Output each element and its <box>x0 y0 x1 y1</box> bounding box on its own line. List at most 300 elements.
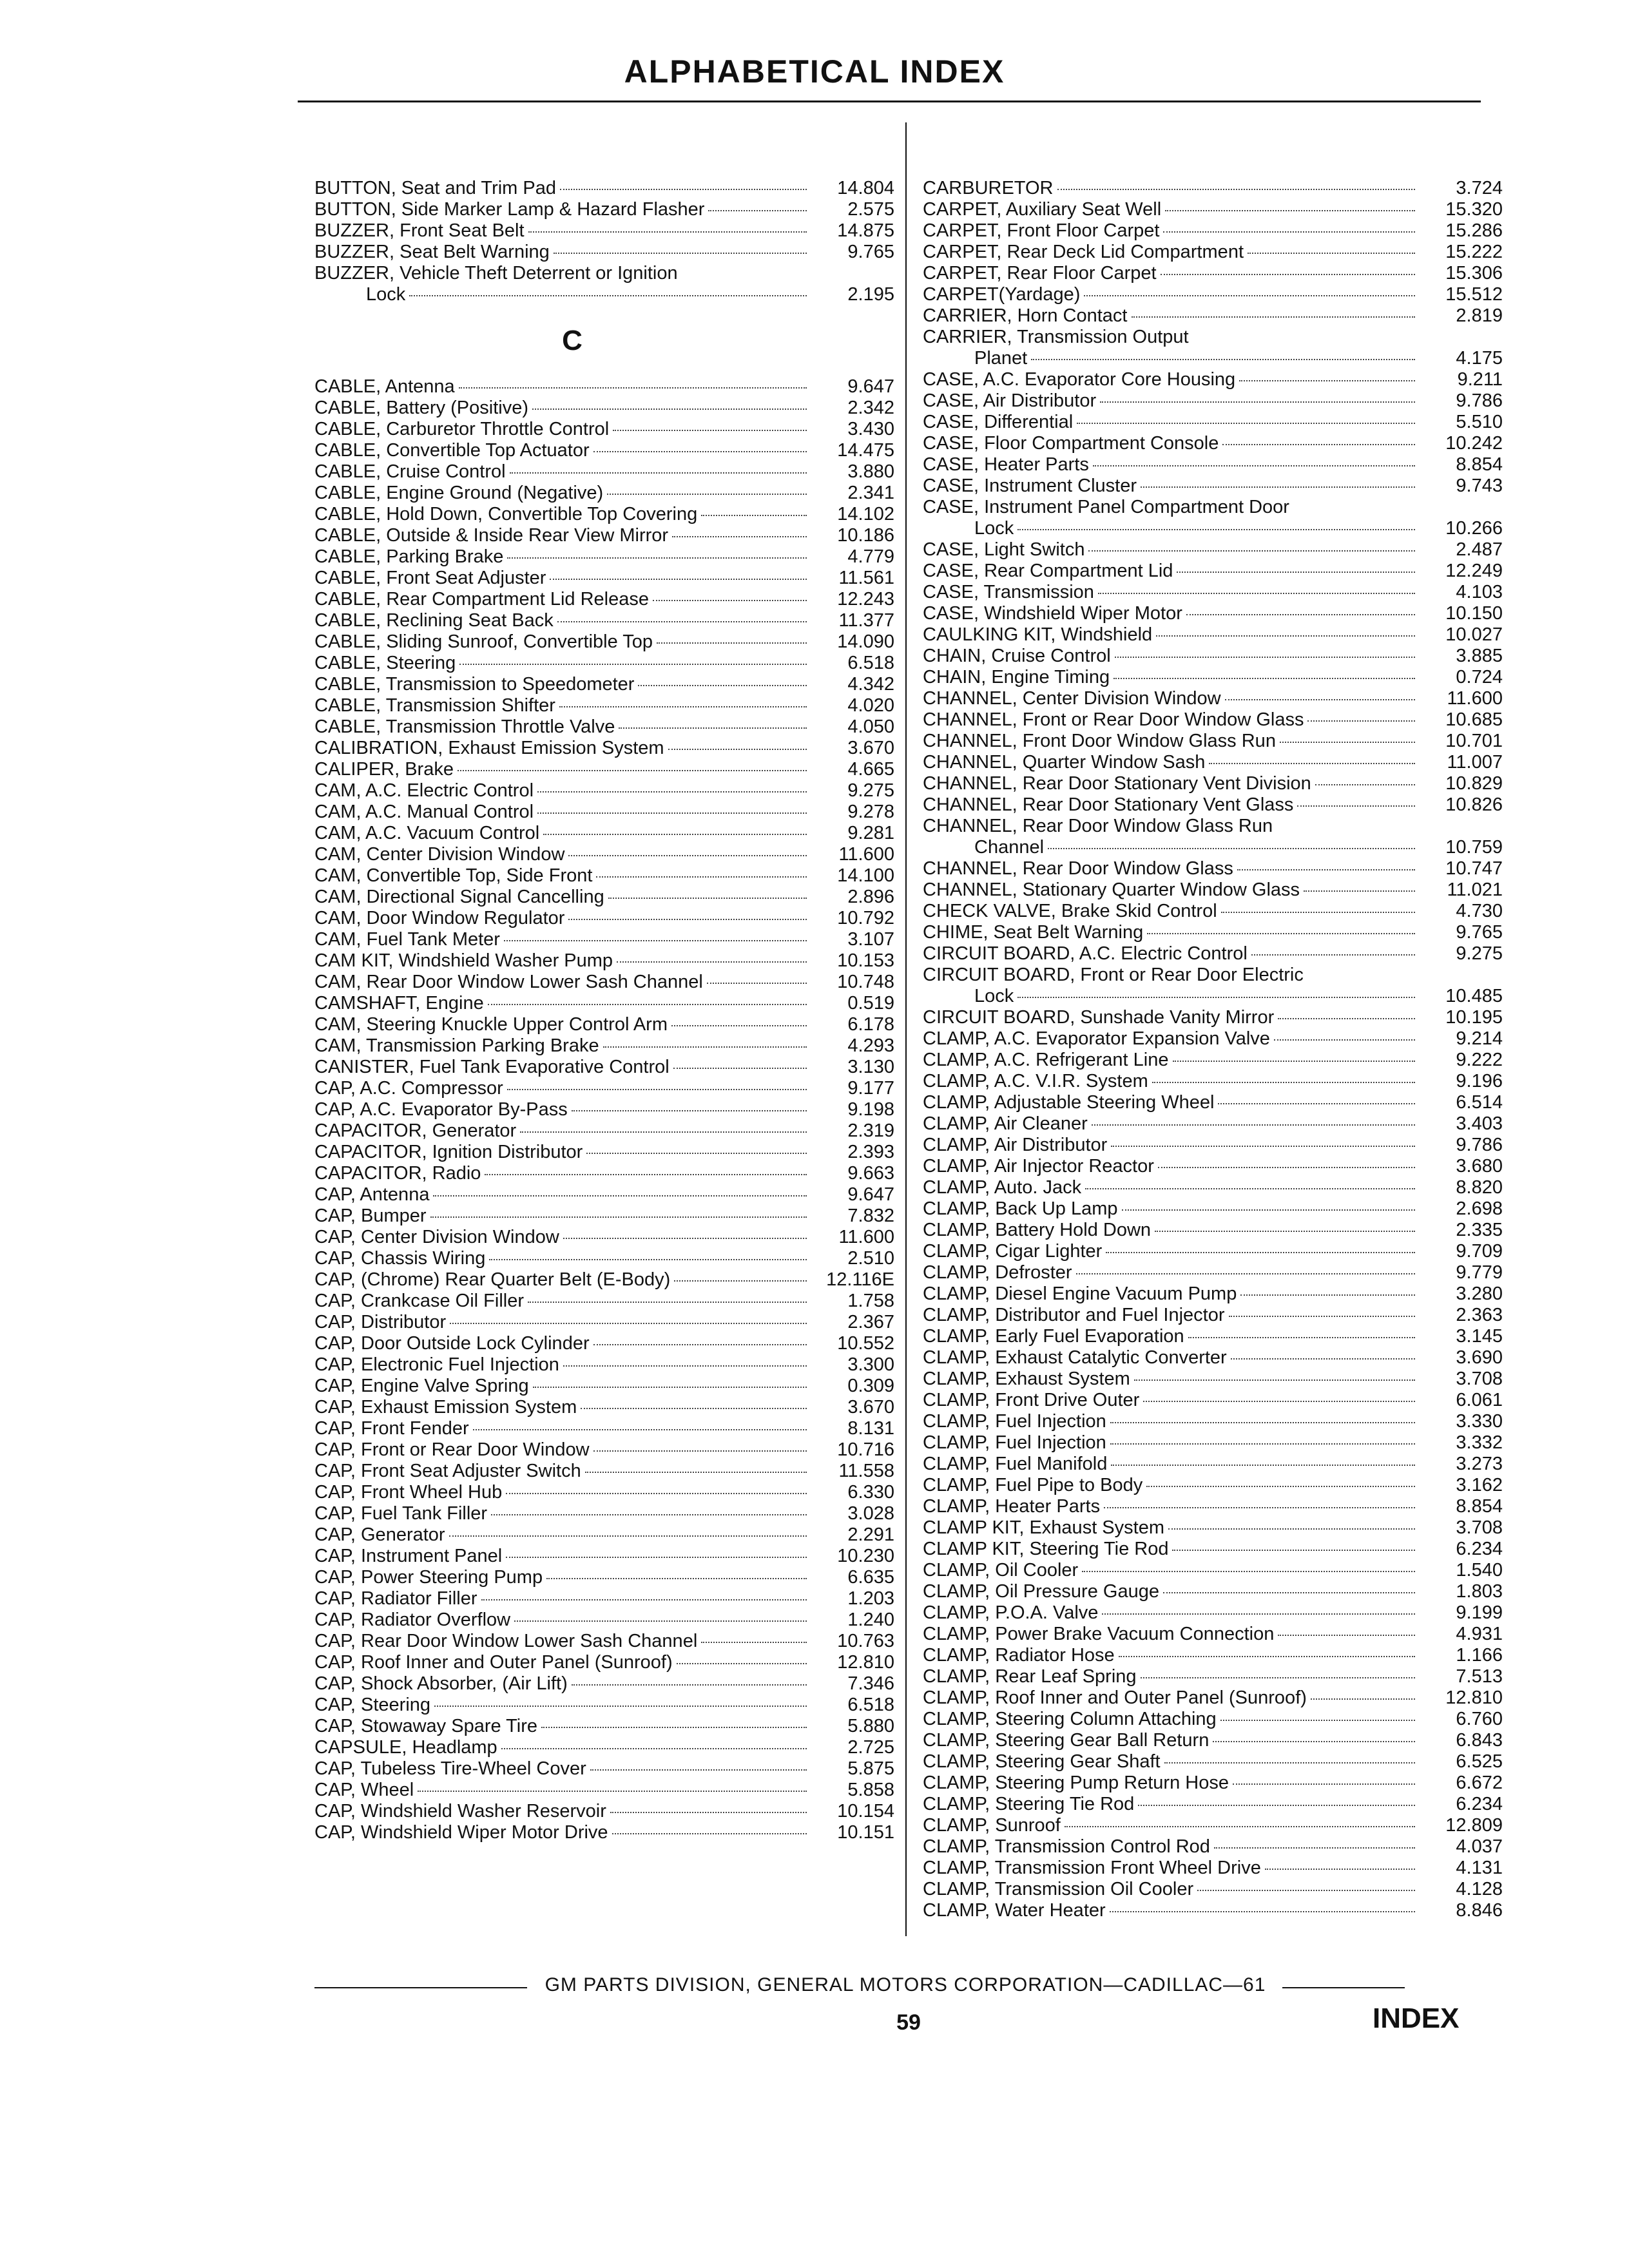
dot-leader <box>1173 1061 1416 1062</box>
dot-leader <box>1134 1379 1415 1381</box>
index-entry <box>923 1347 1503 1369</box>
entry-name: CASE, Light Switch <box>923 539 1085 560</box>
entry-name: CHIME, Seat Belt Warning <box>923 922 1144 943</box>
dot-leader <box>1076 1273 1415 1274</box>
dot-leader <box>1111 1465 1415 1466</box>
entry-page: 10.826 <box>1445 794 1503 815</box>
entry-name: BUTTON, Side Marker Lamp & Hazard Flasher <box>314 199 705 220</box>
entry-name: CLAMP, Early Fuel Evaporation <box>923 1326 1184 1347</box>
dot-leader <box>572 1110 807 1111</box>
index-entry <box>314 1524 894 1546</box>
index-entry <box>923 1539 1503 1560</box>
entry-name: CALIPER, Brake <box>314 759 454 780</box>
entry-page: 7.832 <box>847 1206 894 1226</box>
dot-leader <box>701 1642 807 1643</box>
entry-name: CAP, Center Division Window <box>314 1227 559 1247</box>
entry-name: CABLE, Battery (Positive) <box>314 398 528 418</box>
entry-name: CLAMP, Exhaust System <box>923 1369 1130 1389</box>
entry-page: 6.525 <box>1456 1751 1503 1772</box>
index-entry <box>923 348 1503 369</box>
index-entry <box>314 1354 894 1376</box>
entry-page: 10.150 <box>1445 603 1503 624</box>
dot-leader <box>1222 444 1415 445</box>
entry-name: CANISTER, Fuel Tank Evaporative Control <box>314 1057 670 1077</box>
entry-name: CAM, Transmission Parking Brake <box>314 1035 599 1056</box>
index-entry <box>923 1369 1503 1390</box>
entry-page: 0.309 <box>847 1376 894 1396</box>
index-entry <box>314 908 894 929</box>
dot-leader <box>1110 1443 1415 1445</box>
index-entry <box>314 610 894 631</box>
entry-page: 14.875 <box>837 220 894 241</box>
dot-leader <box>1233 1783 1415 1785</box>
entry-page: 7.513 <box>1456 1666 1503 1687</box>
dot-leader <box>657 642 807 644</box>
entry-name: CLAMP, Steering Column Attaching <box>923 1709 1217 1729</box>
index-entry <box>314 1120 894 1142</box>
dot-leader <box>1098 593 1415 594</box>
entry-page: 3.880 <box>847 461 894 482</box>
index-entry <box>314 716 894 738</box>
index-entry <box>923 1283 1503 1305</box>
index-entry <box>923 582 1503 603</box>
footer-rule-right <box>1282 1987 1405 1988</box>
index-entry <box>923 1730 1503 1751</box>
entry-page: 9.647 <box>847 1184 894 1205</box>
entry-name: CHANNEL, Rear Door Stationary Vent Glass <box>923 794 1294 815</box>
dot-leader <box>593 1344 807 1345</box>
entry-name: CAM, A.C. Vacuum Control <box>314 823 540 843</box>
index-entry <box>923 1305 1503 1326</box>
entry-page: 11.561 <box>838 568 894 588</box>
entry-page: 3.028 <box>847 1503 894 1524</box>
dot-leader <box>1239 380 1415 381</box>
entry-name: CARBURETOR <box>923 178 1054 198</box>
dot-leader <box>1085 1188 1415 1189</box>
index-entry <box>314 483 894 504</box>
dot-leader <box>507 1089 807 1090</box>
entry-page: 4.779 <box>847 546 894 567</box>
entry-name: CAP, Generator <box>314 1524 445 1545</box>
entry-page: 10.151 <box>837 1822 894 1843</box>
entry-page: 2.698 <box>1456 1198 1503 1219</box>
index-entry <box>314 780 894 802</box>
index-entry <box>923 646 1503 667</box>
entry-page: 2.195 <box>847 284 894 305</box>
entry-page: 6.843 <box>1456 1730 1503 1751</box>
entry-name: CAP, Power Steering Pump <box>314 1567 543 1588</box>
entry-name: CABLE, Rear Compartment Lid Release <box>314 589 650 610</box>
entry-page: 2.819 <box>1456 305 1503 326</box>
index-entry <box>923 1156 1503 1177</box>
entry-page: 15.306 <box>1445 263 1503 284</box>
entry-name: CAM, Rear Door Window Lower Sash Channel <box>314 972 703 992</box>
index-entry <box>923 1262 1503 1283</box>
dot-leader <box>707 983 807 984</box>
index-entry <box>314 1248 894 1269</box>
index-entry <box>923 1241 1503 1262</box>
entry-page: 0.519 <box>847 993 894 1014</box>
entry-page: 3.724 <box>1456 178 1503 198</box>
index-entry <box>923 433 1503 454</box>
index-entry <box>923 624 1503 646</box>
index-entry <box>314 844 894 865</box>
index-entry <box>314 1333 894 1354</box>
index-entry <box>923 1135 1503 1156</box>
entry-page: 10.485 <box>1445 986 1503 1006</box>
entry-name: CARPET, Rear Floor Carpet <box>923 263 1157 284</box>
entry-name: CAM, A.C. Manual Control <box>314 802 534 822</box>
dot-leader <box>613 430 807 431</box>
dot-leader <box>1158 1167 1415 1168</box>
entry-page: 6.672 <box>1456 1773 1503 1793</box>
index-entry <box>314 419 894 440</box>
dot-leader <box>593 451 807 452</box>
dot-leader <box>572 1684 807 1686</box>
index-entry <box>314 589 894 610</box>
header-rule <box>298 101 1481 102</box>
right-entries <box>923 178 1503 1921</box>
index-entry <box>314 1142 894 1163</box>
entry-name: CAP, Bumper <box>314 1206 427 1226</box>
entry-name: CLAMP, Adjustable Steering Wheel <box>923 1092 1215 1113</box>
entry-name: Planet <box>974 348 1028 369</box>
entry-page: 3.403 <box>1456 1113 1503 1134</box>
index-entry <box>314 398 894 419</box>
dot-leader <box>501 1748 807 1749</box>
entry-name: CLAMP, Heater Parts <box>923 1496 1101 1517</box>
entry-page: 2.393 <box>847 1142 894 1162</box>
entry-name: CAP, Electronic Fuel Injection <box>314 1354 559 1375</box>
index-entry <box>923 709 1503 731</box>
entry-page: 11.600 <box>1447 688 1503 709</box>
entry-page: 3.680 <box>1456 1156 1503 1177</box>
dot-leader <box>1102 1613 1415 1615</box>
index-entry <box>923 1113 1503 1135</box>
dot-leader <box>528 231 807 233</box>
entry-page: 9.199 <box>1456 1602 1503 1623</box>
index-entry <box>314 1418 894 1439</box>
entry-name: CLAMP, Radiator Hose <box>923 1645 1115 1666</box>
dot-leader <box>1119 1656 1415 1657</box>
entry-page: 4.665 <box>847 759 894 780</box>
dot-leader <box>603 1046 807 1048</box>
dot-leader <box>1017 529 1415 530</box>
entry-page: 8.854 <box>1456 1496 1503 1517</box>
index-entry <box>923 454 1503 476</box>
dot-leader <box>1218 1103 1415 1104</box>
index-entry <box>314 546 894 568</box>
index-entry <box>923 603 1503 624</box>
dot-leader <box>418 1791 807 1792</box>
entry-name: CLAMP, Power Brake Vacuum Connection <box>923 1624 1275 1644</box>
entry-page: 2.291 <box>847 1524 894 1545</box>
entry-page: 2.367 <box>847 1312 894 1332</box>
entry-name: CLAMP, Fuel Injection <box>923 1432 1106 1453</box>
dot-leader <box>1311 1698 1415 1700</box>
entry-page: 4.131 <box>1456 1858 1503 1878</box>
entry-page: 9.786 <box>1456 390 1503 411</box>
index-entry <box>314 1610 894 1631</box>
dot-leader <box>674 1280 807 1282</box>
dot-leader <box>1214 1847 1415 1849</box>
entry-name: CHAIN, Cruise Control <box>923 646 1111 666</box>
entry-name: BUZZER, Seat Belt Warning <box>314 242 550 262</box>
entry-page: 8.820 <box>1456 1177 1503 1198</box>
dot-leader <box>708 210 807 211</box>
entry-name: BUZZER, Vehicle Theft Deterrent or Ignition <box>314 263 678 284</box>
entry-page: 14.100 <box>837 865 894 886</box>
dot-leader <box>1077 423 1415 424</box>
dot-leader <box>543 834 807 835</box>
dot-leader <box>585 1472 807 1473</box>
dot-leader <box>1156 635 1415 637</box>
dot-leader <box>1147 933 1415 934</box>
index-entry <box>314 242 894 263</box>
dot-leader <box>593 1450 807 1452</box>
dot-leader <box>1229 1316 1415 1317</box>
entry-name: CAM, A.C. Electric Control <box>314 780 534 801</box>
dot-leader <box>568 919 807 920</box>
dot-leader <box>1237 869 1415 870</box>
index-entry <box>923 1326 1503 1347</box>
dot-leader <box>1100 401 1415 403</box>
entry-name: CAP, Front Wheel Hub <box>314 1482 503 1503</box>
entry-name: Lock <box>366 284 406 305</box>
entry-name: CAP, Engine Valve Spring <box>314 1376 529 1396</box>
dot-leader <box>1155 1231 1415 1232</box>
entry-page: 6.234 <box>1456 1794 1503 1814</box>
entry-page: 6.234 <box>1456 1539 1503 1559</box>
dot-leader <box>430 1216 807 1218</box>
index-entry <box>923 794 1503 816</box>
entry-page: 6.330 <box>847 1482 894 1503</box>
index-entry <box>314 525 894 546</box>
entry-page: 1.803 <box>1456 1581 1503 1602</box>
entry-name: CAP, Windshield Washer Reservoir <box>314 1801 606 1821</box>
dot-leader <box>1048 848 1415 849</box>
entry-page: 3.708 <box>1456 1369 1503 1389</box>
index-entry <box>314 972 894 993</box>
left-top-entries <box>314 178 894 305</box>
index-entry <box>923 1050 1503 1071</box>
dot-leader <box>1088 550 1415 552</box>
entry-name: CHANNEL, Rear Door Window Glass Run <box>923 816 1273 836</box>
entry-name: CLAMP, Sunroof <box>923 1815 1061 1836</box>
index-entry <box>923 688 1503 709</box>
entry-name: CAP, Tubeless Tire-Wheel Cover <box>314 1758 586 1779</box>
entry-name: CABLE, Outside & Inside Rear View Mirror <box>314 525 669 546</box>
index-entry <box>314 504 894 525</box>
entry-page: 4.342 <box>847 674 894 695</box>
entry-name: CABLE, Convertible Top Actuator <box>314 440 590 461</box>
entry-name: CALIBRATION, Exhaust Emission System <box>314 738 664 758</box>
index-entry <box>314 929 894 950</box>
index-entry <box>314 263 894 284</box>
dot-leader <box>434 1706 807 1707</box>
entry-name: CABLE, Antenna <box>314 376 455 397</box>
dot-leader <box>1110 1911 1415 1912</box>
entry-name: CHANNEL, Front Door Window Glass Run <box>923 731 1276 751</box>
entry-page: 8.846 <box>1456 1900 1503 1921</box>
index-entry <box>923 1900 1503 1921</box>
entry-page: 7.346 <box>847 1673 894 1694</box>
entry-page: 3.145 <box>1456 1326 1503 1347</box>
entry-page: 2.342 <box>847 398 894 418</box>
index-entry <box>923 901 1503 922</box>
entry-name: CLAMP, Fuel Injection <box>923 1411 1106 1432</box>
index-entry <box>923 327 1503 348</box>
column-divider <box>905 122 907 1936</box>
entry-name: CLAMP, Water Heater <box>923 1900 1106 1921</box>
entry-page: 12.243 <box>837 589 894 610</box>
index-entry <box>923 497 1503 518</box>
entry-page: 9.647 <box>847 376 894 397</box>
dot-leader <box>546 1578 807 1579</box>
index-entry <box>314 1780 894 1801</box>
index-entry <box>923 1858 1503 1879</box>
entry-page: 6.178 <box>847 1014 894 1035</box>
entry-name: CIRCUIT BOARD, Sunshade Vanity Mirror <box>923 1007 1275 1028</box>
dot-leader <box>485 1174 807 1175</box>
entry-name: CHANNEL, Front or Rear Door Window Glass <box>923 709 1304 730</box>
entry-page: 14.475 <box>837 440 894 461</box>
dot-leader <box>1146 1486 1415 1487</box>
entry-name: CARPET, Front Floor Carpet <box>923 220 1160 241</box>
entry-page: 9.198 <box>847 1099 894 1120</box>
index-entry <box>923 1645 1503 1666</box>
entry-page: 10.195 <box>1445 1007 1503 1028</box>
entry-name: CASE, Transmission <box>923 582 1094 602</box>
index-entry <box>923 412 1503 433</box>
entry-page: 1.758 <box>847 1291 894 1311</box>
index-entry <box>923 816 1503 837</box>
entry-name: BUZZER, Front Seat Belt <box>314 220 525 241</box>
entry-name: CASE, A.C. Evaporator Core Housing <box>923 369 1236 390</box>
dot-leader <box>673 1068 807 1069</box>
entry-name: CABLE, Carburetor Throttle Control <box>314 419 610 439</box>
entry-name: CAP, Radiator Filler <box>314 1588 477 1609</box>
entry-name: CAP, Exhaust Emission System <box>314 1397 577 1418</box>
entry-page: 10.266 <box>1445 518 1503 539</box>
entry-page: 9.709 <box>1456 1241 1503 1262</box>
entry-page: 15.286 <box>1445 220 1503 241</box>
entry-name: CAP, Wheel <box>314 1780 414 1800</box>
entry-page: 8.131 <box>847 1418 894 1439</box>
dot-leader <box>537 812 807 814</box>
entry-name: CLAMP, Diesel Engine Vacuum Pump <box>923 1283 1237 1304</box>
entry-page: 2.896 <box>847 887 894 907</box>
entry-page: 15.512 <box>1445 284 1503 305</box>
index-entry <box>923 1432 1503 1454</box>
dot-leader <box>1278 1018 1415 1019</box>
entry-page: 5.880 <box>847 1716 894 1736</box>
entry-page: 1.166 <box>1456 1645 1503 1666</box>
dot-leader <box>1092 1124 1415 1126</box>
entry-name: CAPACITOR, Radio <box>314 1163 481 1184</box>
entry-page: 9.214 <box>1456 1028 1503 1049</box>
entry-name: CARPET, Rear Deck Lid Compartment <box>923 242 1244 262</box>
page-title: ALPHABETICAL INDEX <box>624 53 1005 90</box>
index-entry <box>923 1517 1503 1539</box>
index-entry <box>923 1836 1503 1858</box>
dot-leader <box>409 295 807 296</box>
footer-text: GM PARTS DIVISION, GENERAL MOTORS CORPORATION—CADILLAC—61 <box>545 1974 1266 1995</box>
dot-leader <box>1280 742 1415 743</box>
index-entry <box>314 674 894 695</box>
dot-leader <box>1111 1146 1415 1147</box>
entry-name: CLAMP, Roof Inner and Outer Panel (Sunroof) <box>923 1687 1307 1708</box>
entry-page: 4.103 <box>1456 582 1503 602</box>
dot-leader <box>1122 1209 1416 1211</box>
dot-leader <box>1143 1401 1415 1402</box>
dot-leader <box>586 1153 807 1154</box>
index-entry <box>923 1602 1503 1624</box>
index-entry <box>314 695 894 716</box>
entry-name: CABLE, Sliding Sunroof, Convertible Top <box>314 631 653 652</box>
dot-leader <box>514 1620 807 1622</box>
entry-name: CIRCUIT BOARD, Front or Rear Door Electric <box>923 965 1304 985</box>
entry-page: 4.730 <box>1456 901 1503 921</box>
entry-name: CLAMP, Auto. Jack <box>923 1177 1082 1198</box>
dot-leader <box>677 1663 807 1664</box>
dot-leader <box>1177 572 1415 573</box>
entry-page: 10.759 <box>1445 837 1503 858</box>
index-entry <box>923 369 1503 390</box>
index-entry <box>923 263 1503 284</box>
dot-leader <box>532 408 807 410</box>
entry-page: 3.162 <box>1456 1475 1503 1495</box>
entry-name: CAP, Radiator Overflow <box>314 1610 511 1630</box>
entry-name: CABLE, Steering <box>314 653 456 673</box>
entry-page: 9.663 <box>847 1163 894 1184</box>
index-entry <box>923 178 1503 199</box>
dot-leader <box>550 579 807 580</box>
entry-name: CHAIN, Engine Timing <box>923 667 1110 687</box>
entry-name: CASE, Air Distributor <box>923 390 1097 411</box>
index-entry <box>923 1092 1503 1113</box>
entry-name: CLAMP, A.C. Evaporator Expansion Valve <box>923 1028 1270 1049</box>
entry-name: CAPACITOR, Generator <box>314 1120 517 1141</box>
index-entry <box>314 1652 894 1673</box>
dot-leader <box>459 664 807 665</box>
entry-page: 3.708 <box>1456 1517 1503 1538</box>
entry-name: CLAMP, Battery Hold Down <box>923 1220 1152 1240</box>
index-entry <box>923 1177 1503 1198</box>
index-entry <box>314 284 894 305</box>
dot-leader <box>533 1387 807 1388</box>
dot-leader <box>473 1429 807 1430</box>
index-entry <box>314 1588 894 1610</box>
index-entry <box>314 738 894 759</box>
entry-name: CABLE, Transmission to Speedometer <box>314 674 635 695</box>
entry-name: CAP, Fuel Tank Filler <box>314 1503 488 1524</box>
dot-leader <box>1161 274 1415 275</box>
entry-name: CHECK VALVE, Brake Skid Control <box>923 901 1217 921</box>
entry-page: 10.230 <box>837 1546 894 1566</box>
entry-name: CLAMP, P.O.A. Valve <box>923 1602 1099 1623</box>
entry-page: 14.804 <box>837 178 894 198</box>
entry-page: 3.273 <box>1456 1454 1503 1474</box>
entry-name: CLAMP, Distributor and Fuel Injector <box>923 1305 1225 1325</box>
entry-name: CAP, Distributor <box>314 1312 447 1332</box>
entry-name: CASE, Floor Compartment Console <box>923 433 1219 454</box>
index-entry <box>923 476 1503 497</box>
entry-name: CLAMP, Air Cleaner <box>923 1113 1088 1134</box>
dot-leader <box>653 600 807 601</box>
index-entry <box>923 943 1503 965</box>
index-entry <box>923 1496 1503 1517</box>
